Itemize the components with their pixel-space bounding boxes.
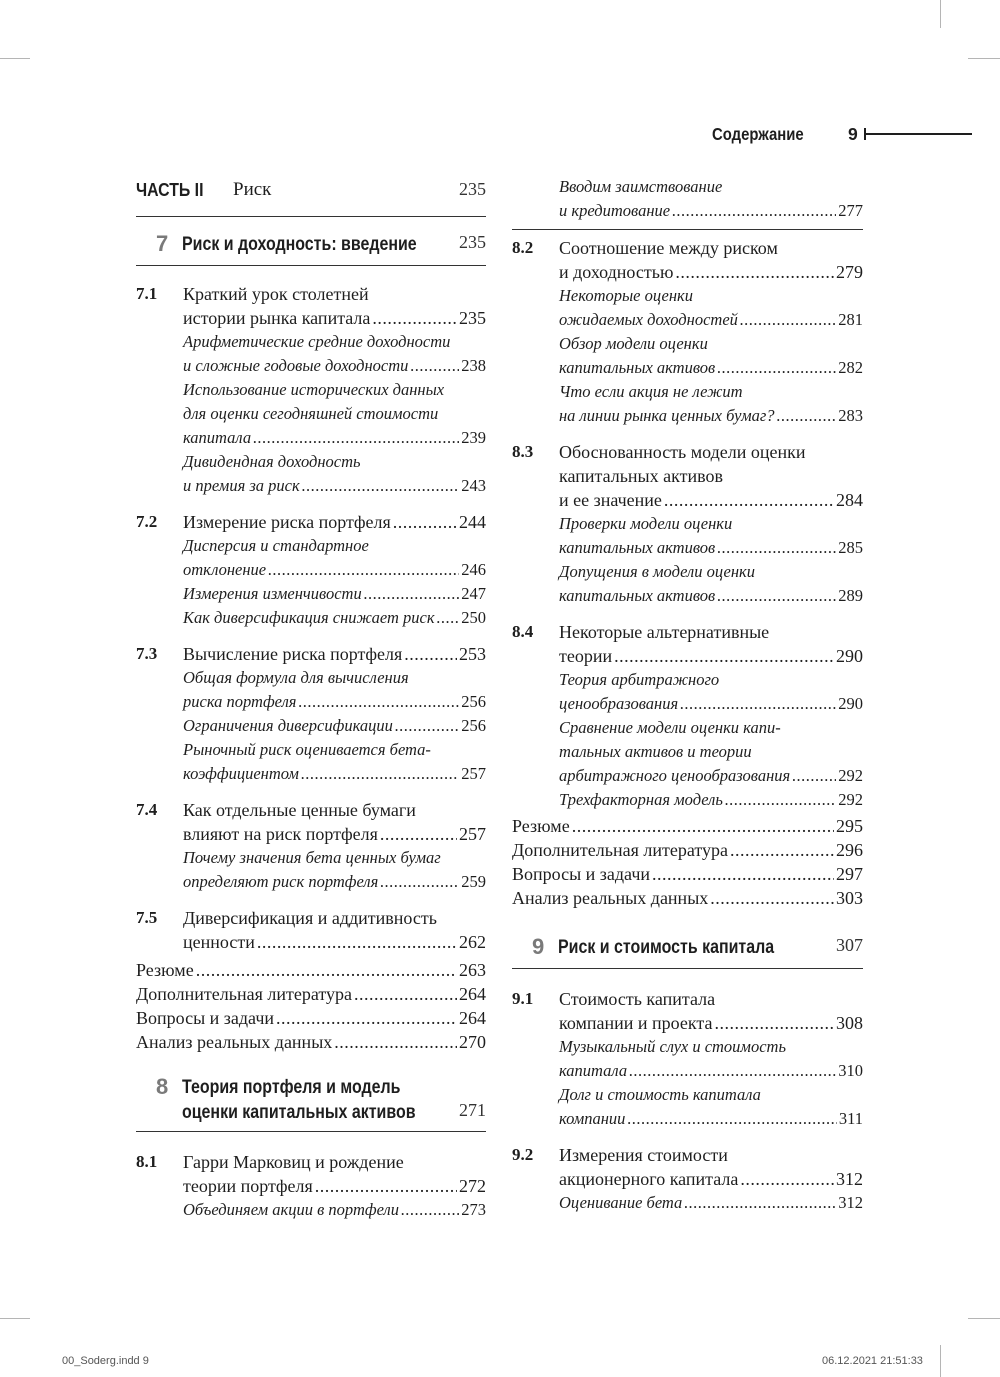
running-header bbox=[700, 124, 980, 150]
chapter-9-heading[interactable] bbox=[512, 934, 863, 969]
toc-line-further-reading[interactable]: Дополнительная литература ..... 296 bbox=[512, 838, 863, 862]
toc-line[interactable]: капитала ..... 310 bbox=[559, 1059, 863, 1083]
section-9-1[interactable] bbox=[512, 987, 863, 1131]
toc-line[interactable]: Измерения изменчивости ..... 247 bbox=[183, 582, 486, 606]
section-7-1[interactable] bbox=[136, 282, 486, 498]
toc-line[interactable]: арбитражного ценообразования ..... 292 bbox=[559, 764, 863, 788]
chapter-number: 7 bbox=[156, 231, 169, 256]
subsection-title-line[interactable]: тальных активов и теории bbox=[559, 742, 752, 761]
chapter-title-line: Теория портфеля и модель bbox=[182, 1077, 401, 1098]
subsection-title-line[interactable]: Использование исторических данных bbox=[183, 380, 445, 399]
section-title-line: Как отдельные ценные бумаги bbox=[183, 800, 416, 820]
section-7-5[interactable] bbox=[136, 906, 486, 954]
toc-line: Вычисление риска портфеля ..... 253 bbox=[183, 642, 486, 666]
toc-line-questions[interactable]: Вопросы и задачи ..... 297 bbox=[512, 862, 863, 886]
chapter-number: 8 bbox=[156, 1074, 169, 1099]
toc-line: и ее значение ..... 284 bbox=[559, 488, 863, 512]
crop-mark bbox=[968, 1318, 1000, 1319]
subsection-title-line[interactable]: Дисперсия и стандартное bbox=[183, 536, 369, 555]
subsection-title-line[interactable]: Арифметические средние доходности bbox=[183, 332, 451, 351]
subsection-title-line[interactable]: Допущения в модели оценки bbox=[559, 562, 756, 581]
part-page: 235 bbox=[459, 179, 486, 199]
chapter-page: 271 bbox=[459, 1100, 486, 1120]
toc-line[interactable]: капитальных активов ..... 289 bbox=[559, 584, 863, 608]
subsection-title-line[interactable]: Долг и стоимость капитала bbox=[559, 1085, 761, 1104]
toc-line[interactable]: ценообразования ..... 290 bbox=[559, 692, 863, 716]
toc-line[interactable]: Ограничения диверсификации ..... 256 bbox=[183, 714, 486, 738]
toc-line[interactable]: Трехфакторная модель ..... 292 bbox=[559, 788, 863, 812]
section-number: 7.4 bbox=[136, 800, 158, 819]
part-heading[interactable] bbox=[136, 178, 486, 217]
chapter-number: 9 bbox=[532, 934, 545, 959]
toc-line[interactable]: и сложные годовые доходности ..... 238 bbox=[183, 354, 486, 378]
subsection-title-line[interactable]: Обзор модели оценки bbox=[559, 334, 708, 353]
chapter-7-heading[interactable] bbox=[136, 231, 486, 266]
toc-line: ценности ..... 262 bbox=[183, 930, 486, 954]
toc-line: компании и проекта ..... 308 bbox=[559, 1011, 863, 1035]
section-number: 7.1 bbox=[136, 284, 158, 303]
crop-mark bbox=[968, 58, 1000, 59]
subsection-title-line[interactable]: Теория арбитражного bbox=[559, 670, 720, 689]
toc-line[interactable]: капитальных активов ..... 282 bbox=[559, 356, 863, 380]
toc-line[interactable]: коэффициентом ..... 257 bbox=[183, 762, 486, 786]
chapter-title-line: оценки капитальных активов bbox=[182, 1102, 416, 1123]
toc-line-further-reading[interactable]: Дополнительная литература ..... 264 bbox=[136, 982, 486, 1006]
crop-mark bbox=[0, 1318, 30, 1319]
column-divider bbox=[512, 229, 863, 230]
header-title: Содержание bbox=[712, 124, 804, 144]
subsection-title-line[interactable]: Вводим заимствование bbox=[559, 177, 723, 196]
toc-line[interactable]: и премия за риск ..... 243 bbox=[183, 474, 486, 498]
toc-line[interactable]: Оценивание бета ..... 312 bbox=[559, 1191, 863, 1215]
crop-mark bbox=[0, 58, 30, 59]
section-title-line: Обоснованность модели оценки bbox=[559, 442, 806, 462]
subsection-title-line[interactable]: Дивидендная доходность bbox=[183, 452, 361, 471]
section-title-line: капитальных активов bbox=[559, 466, 724, 486]
footer-file-slug: 00_Soderg.indd 9 bbox=[62, 1355, 149, 1367]
chapter-8-heading[interactable] bbox=[136, 1074, 486, 1132]
section-7-4[interactable] bbox=[136, 798, 486, 894]
section-number: 9.2 bbox=[512, 1145, 534, 1164]
section-number: 7.3 bbox=[136, 644, 158, 663]
section-title-line: Соотношение между риском bbox=[559, 238, 778, 258]
toc-line-summary[interactable]: Резюме ..... 263 bbox=[136, 958, 486, 982]
section-9-2[interactable] bbox=[512, 1143, 863, 1215]
section-number: 7.2 bbox=[136, 512, 158, 531]
section-number: 7.5 bbox=[136, 908, 158, 927]
toc-left-column bbox=[136, 178, 486, 1222]
subsection-title-line[interactable]: Что если акция не лежит bbox=[559, 382, 743, 401]
section-title-line: Измерения стоимости bbox=[559, 1145, 728, 1165]
section-number: 8.4 bbox=[512, 622, 534, 641]
toc-line[interactable]: риска портфеля ..... 256 bbox=[183, 690, 486, 714]
chapter-title: Риск и стоимость капитала bbox=[558, 937, 775, 958]
section-7-2[interactable] bbox=[136, 510, 486, 630]
chapter-page: 307 bbox=[836, 935, 863, 955]
subsection-title-line[interactable]: Музыкальный слух и стоимость bbox=[559, 1037, 786, 1056]
subsection-title-line[interactable]: Общая формула для вычисления bbox=[183, 668, 409, 687]
toc-line: теории портфеля ..... 272 bbox=[183, 1174, 486, 1198]
subsection-title-line[interactable]: Некоторые оценки bbox=[559, 286, 694, 305]
chapter-8-endmatter bbox=[512, 814, 863, 910]
section-number: 8.2 bbox=[512, 238, 534, 257]
section-title-line: Гарри Марковиц и рождение bbox=[183, 1152, 404, 1172]
section-number: 8.1 bbox=[136, 1152, 158, 1171]
subsection-title-line[interactable]: для оценки сегодняшней стоимости bbox=[183, 404, 439, 423]
toc-line[interactable]: ожидаемых доходностей ..... 281 bbox=[559, 308, 863, 332]
toc-line-real-data[interactable]: Анализ реальных данных ..... 270 bbox=[136, 1030, 486, 1054]
toc-line-questions[interactable]: Вопросы и задачи ..... 264 bbox=[136, 1006, 486, 1030]
toc-line[interactable]: капитала ..... 239 bbox=[183, 426, 486, 450]
toc-line[interactable]: Объединяем акции в портфели ..... 273 bbox=[183, 1198, 486, 1222]
crop-mark bbox=[940, 0, 941, 28]
header-page-number: 9 bbox=[848, 124, 858, 144]
section-number: 9.1 bbox=[512, 989, 534, 1008]
toc-right-column bbox=[512, 175, 863, 1215]
toc-line: влияют на риск портфеля ..... 257 bbox=[183, 822, 486, 846]
section-title-line: Диверсификация и аддитивность bbox=[183, 908, 437, 928]
section-8-1[interactable] bbox=[136, 1150, 486, 1222]
section-number: 8.3 bbox=[512, 442, 534, 461]
section-7-3[interactable] bbox=[136, 642, 486, 786]
section-8-4[interactable] bbox=[512, 620, 863, 812]
chapter-title: Риск и доходность: введение bbox=[182, 234, 417, 255]
footer-timestamp: 06.12.2021 21:51:33 bbox=[822, 1355, 923, 1367]
section-title-line: Некоторые альтернативные bbox=[559, 622, 770, 642]
part-title: Риск bbox=[233, 179, 272, 200]
section-title-line: Краткий урок столетней bbox=[183, 284, 369, 304]
crop-mark bbox=[940, 1345, 941, 1377]
toc-line[interactable]: компании ..... 311 bbox=[559, 1107, 863, 1131]
chapter-7-endmatter bbox=[136, 958, 486, 1054]
toc-line[interactable]: отклонение ..... 246 bbox=[183, 558, 486, 582]
section-8-1-continued[interactable] bbox=[512, 175, 863, 223]
toc-line: теории ..... 290 bbox=[559, 644, 863, 668]
section-8-2[interactable] bbox=[512, 236, 863, 428]
chapter-page: 235 bbox=[459, 232, 486, 252]
toc-line[interactable]: капитальных активов ..... 285 bbox=[559, 536, 863, 560]
toc-line: Измерение риска портфеля ..... 244 bbox=[183, 510, 486, 534]
subsection-title-line[interactable]: Почему значения бета ценных бумаг bbox=[183, 848, 441, 867]
toc-line[interactable]: на линии рынка ценных бумаг? ..... 283 bbox=[559, 404, 863, 428]
header-rule bbox=[864, 133, 972, 135]
toc-line: акционерного капитала ..... 312 bbox=[559, 1167, 863, 1191]
section-title-line: Стоимость капитала bbox=[559, 989, 716, 1009]
toc-line[interactable]: Как диверсификация снижает риск ..... 250 bbox=[183, 606, 486, 630]
toc-line[interactable]: и кредитование ..... 277 bbox=[559, 199, 863, 223]
subsection-title-line[interactable]: Рыночный риск оценивается бета- bbox=[183, 740, 431, 759]
section-8-3[interactable] bbox=[512, 440, 863, 608]
toc-line-real-data[interactable]: Анализ реальных данных ..... 303 bbox=[512, 886, 863, 910]
part-label: ЧАСТЬ II bbox=[136, 180, 204, 200]
subsection-title-line[interactable]: Сравнение модели оценки капи- bbox=[559, 718, 781, 737]
toc-line-summary[interactable]: Резюме ..... 295 bbox=[512, 814, 863, 838]
toc-line: истории рынка капитала ..... 235 bbox=[183, 306, 486, 330]
subsection-title-line[interactable]: Проверки модели оценки bbox=[559, 514, 733, 533]
toc-line: и доходностью ..... 279 bbox=[559, 260, 863, 284]
toc-line[interactable]: определяют риск портфеля ..... 259 bbox=[183, 870, 486, 894]
